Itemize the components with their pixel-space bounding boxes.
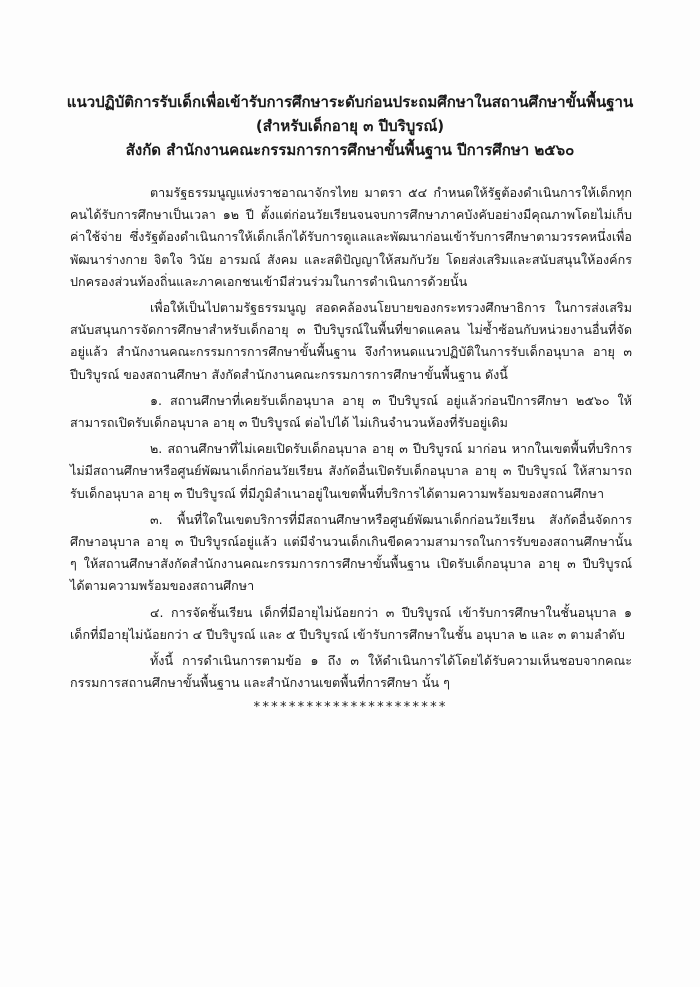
rule-item-2: ๒. สถานศึกษาที่ไม่เคยเปิดรับเด็กอนุบาล อายุ ๓ ปีบริบูรณ์ มาก่อน หากในเขตพื้นที่บริการไม่มีสถานศึกษาหรือศูนย์พัฒนาเด็กก่อนวัยเรียน สังกัดอื่นเปิดรับเด็กอนุบาล อายุ ๓ ปีบริบูรณ์ ให้สามารถรับเด็กอนุบาล อายุ ๓ ปีบริบูรณ์ ที่มีภูมิลำเนาอยู่ในเขตพื้นที่บริการได้ตามความพร้อมของสถานศึกษา bbox=[70, 441, 632, 501]
rule-item-1: ๑. สถานศึกษาที่เคยรับเด็กอนุบาล อายุ ๓ ปีบริบูรณ์ อยู่แล้วก่อนปีการศึกษา ๒๕๖๐ ให้สามารถเปิดรับเด็กอนุบาล อายุ ๓ ปีบริบูรณ์ ต่อไปได้ ไม่เกินจำนวนห้องที่รับอยู่เดิม bbox=[70, 392, 632, 431]
title-line-main: แนวปฏิบัติการรับเด็กเพื่อเข้ารับการศึกษาระดับก่อนประถมศึกษาในสถานศึกษาขั้นพื้นฐาน bbox=[66, 93, 634, 111]
document-body bbox=[70, 182, 632, 698]
rule-item-4: ๔. การจัดชั้นเรียน เด็กที่มีอายุไม่น้อยกว่า ๓ ปีบริบูรณ์ เข้ารับการศึกษาในชั้นอนุบาล ๑ เด็กที่มีอายุไม่น้อยกว่า ๔ ปีบริบูรณ์ และ ๕ ปีบริบูรณ์ เข้ารับการศึกษาในชั้น อนุบาล ๒ และ ๓ ตามลำดับ bbox=[70, 604, 632, 642]
paragraph-constitution: ตามรัฐธรรมนูญแห่งราชอาณาจักรไทย มาตรา ๕๔ กำหนดให้รัฐต้องดำเนินการให้เด็กทุกคนได้รับการศึกษาเป็นเวลา ๑๒ ปี ตั้งแต่ก่อนวัยเรียนจนจบการศึกษาภาคบังคับอย่างมีคุณภาพโดยไม่เก็บค่าใช้จ่าย ซึ่งรัฐต้องดำเนินการให้เด็กเล็กได้รับการดูแลและพัฒนาก่อนเข้ารับการศึกษาตามวรรคหนึ่งเพื่อพัฒนาร่างกาย จิตใจ วินัย อารมณ์ สังคม และสติปัญญาให้สมกับวัย โดยส่งเสริมและสนับสนุนให้องค์กรปกครองส่วนท้องถิ่นและภาคเอกชนเข้ามีส่วนร่วมในการดำเนินการด้วยนั้น bbox=[70, 185, 632, 289]
paragraph-closing: ทั้งนี้ การดำเนินการตามข้อ ๑ ถึง ๓ ให้ดำเนินการได้โดยได้รับความเห็นชอบจากคณะกรรมการสถานศึกษาขั้นพื้นฐาน และสำนักงานเขตพื้นที่การศึกษา นั้น ๆ bbox=[70, 653, 632, 691]
title-line-subtitle: (สำหรับเด็กอายุ ๓ ปีบริบูรณ์) bbox=[255, 117, 445, 135]
document-title bbox=[0, 90, 700, 162]
title-line-affiliation: สังกัด สำนักงานคณะกรรมการการศึกษาขั้นพื้นฐาน ปีการศึกษา ๒๕๖๐ bbox=[125, 141, 575, 159]
rule-item-3: ๓. พื้นที่ใดในเขตบริการที่มีสถานศึกษาหรือศูนย์พัฒนาเด็กก่อนวัยเรียน สังกัดอื่นจัดการศึกษาอนุบาล อายุ ๓ ปีบริบูรณ์อยู่แล้ว แต่มีจำนวนเด็กเกินขีดความสามารถในการรับของสถานศึกษานั้น ๆ ให้สถานศึกษาสังกัดสำนักงานคณะกรรมการการศึกษาขั้นพื้นฐาน เปิดรับเด็กอนุบาล อายุ ๓ ปีบริบูรณ์ ได้ตามความพร้อมของสถานศึกษา bbox=[70, 511, 632, 594]
end-of-document-mark: ********************** bbox=[252, 700, 448, 715]
paragraph-policy: เพื่อให้เป็นไปตามรัฐธรรมนูญ สอดคล้องนโยบายของกระทรวงศึกษาธิการ ในการส่งเสริมสนับสนุนการจัดการศึกษาสำหรับเด็กอายุ ๓ ปีบริบูรณ์ในพื้นที่ขาดแคลน ไม่ซ้ำซ้อนกับหน่วยงานอื่นที่จัดอยู่แล้ว สำนักงานคณะกรรมการการศึกษาขั้นพื้นฐาน จึงกำหนดแนวปฏิบัติในการรับเด็กอนุบาล อายุ ๓ ปีบริบูรณ์ ของสถานศึกษา สังกัดสำนักงานคณะกรรมการการศึกษาขั้นพื้นฐาน ดังนี้ bbox=[70, 300, 632, 382]
